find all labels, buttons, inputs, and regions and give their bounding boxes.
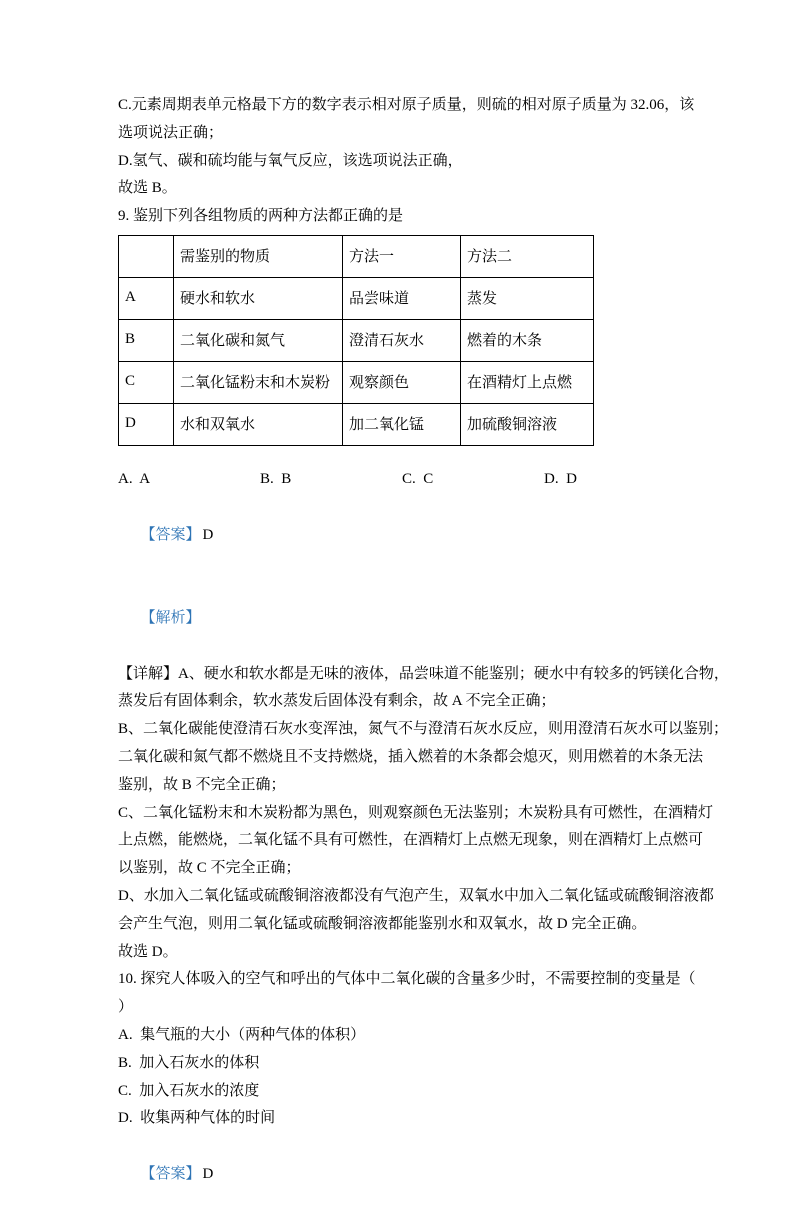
text-line: B、二氧化碳能使澄清石灰水变浑浊，氮气不与澄清石灰水反应，则用澄清石灰水可以鉴别； [118,721,729,738]
method1-cell: 品尝味道 [343,277,461,319]
option-line: C. 加入石灰水的浓度 [118,1082,260,1099]
text-line: 选项说法正确； [118,124,224,141]
option-b: B. B [260,470,292,487]
question9-options-row [118,466,678,494]
table-header-cell: 方法二 [461,235,594,277]
method1-cell: 观察颜色 [343,361,461,403]
text-line: 【详解】A、硬水和软水都是无味的液体，品尝味道不能鉴别；硬水中有较多的钙镁化合物， [118,665,729,682]
text-line: D、水加入二氧化锰或硫酸铜溶液都没有气泡产生，双氧水中加入二氧化锰或硫酸铜溶液都 [118,887,714,904]
question10-stem-lines [118,966,696,1022]
text-line: 故选 D。 [118,943,178,960]
substances-cell: 水和双氧水 [174,403,343,445]
text-line: 10. 探究人体吸入的空气和呼出的气体中二氧化碳的含量多少时，不需要控制的变量是（ [118,971,696,988]
question9-stem: 9. 鉴别下列各组物质的两种方法都正确的是 [118,208,404,225]
question10-answer-line [118,1133,678,1216]
answer-label: 【答案】 [140,526,201,543]
question9-detail-lines [118,661,729,967]
text-line: 会产生气泡，则用二氧化锰或硫酸铜溶液都能鉴别水和双氧水，故 D 完全正确。 [118,915,647,932]
option-line: A. 集气瓶的大小（两种气体的体积） [118,1026,366,1043]
row-letter-cell: B [119,319,174,361]
text-line: 以鉴别，故 C 不完全正确； [118,860,301,877]
option-d: D. D [544,470,577,487]
text-line: 鉴别，故 B 不完全正确； [118,776,286,793]
method2-cell: 蒸发 [461,277,594,319]
table-header-cell: 需鉴别的物质 [174,235,343,277]
question9-table [118,235,594,446]
question10-options [118,1022,678,1133]
document-content [118,92,729,1217]
method1-cell: 加二氧化锰 [343,403,461,445]
text-line: 上点燃，能燃烧，二氧化锰不具有可燃性，在酒精灯上点燃无现象，则在酒精灯上点燃可 [118,832,704,849]
option-line: D. 收集两种气体的时间 [118,1110,276,1127]
question9-answer-line [118,494,678,577]
text-line: 故选 B。 [118,180,177,197]
substances-cell: 硬水和软水 [174,277,343,319]
option-c: C. C [402,470,434,487]
row-letter-cell: A [119,277,174,319]
row-letter-cell: D [119,403,174,445]
table-header-cell [119,235,174,277]
table-row [119,403,594,445]
table-row [119,277,594,319]
table-header-cell: 方法一 [343,235,461,277]
answer-value: D [202,526,214,543]
answer-value: D [202,1165,214,1182]
text-line: 二氧化碳和氮气都不燃烧且不支持燃烧，插入燃着的木条都会熄灭，则用燃着的木条无法 [118,748,704,765]
substances-cell: 二氧化锰粉末和木炭粉 [174,361,343,403]
table-row [119,319,594,361]
question9-analysis-line [118,577,678,660]
method2-cell: 燃着的木条 [461,319,594,361]
row-letter-cell: C [119,361,174,403]
method2-cell: 在酒精灯上点燃 [461,361,594,403]
question8-explanation-lines [118,92,695,203]
substances-cell: 二氧化碳和氮气 [174,319,343,361]
answer-label: 【答案】 [140,1165,201,1182]
text-line: C、二氧化锰粉末和木炭粉都为黑色，则观察颜色无法鉴别；木炭粉具有可燃性，在酒精灯 [118,804,714,821]
table-header-row [119,235,594,277]
method1-cell: 澄清石灰水 [343,319,461,361]
table-row [119,361,594,403]
text-line: D.氢气、碳和硫均能与氧气反应，该选项说法正确， [118,152,463,169]
text-line: ） [118,999,134,1016]
option-line: B. 加入石灰水的体积 [118,1054,260,1071]
option-a: A. A [118,470,151,487]
text-line: C.元素周期表单元格最下方的数字表示相对原子质量，则硫的相对原子质量为 32.06，该 [118,97,695,113]
method2-cell: 加硫酸铜溶液 [461,403,594,445]
analysis-label: 【解析】 [140,609,201,626]
text-line: 蒸发后有固体剩余，软水蒸发后固体没有剩余，故 A 不完全正确； [118,693,556,710]
